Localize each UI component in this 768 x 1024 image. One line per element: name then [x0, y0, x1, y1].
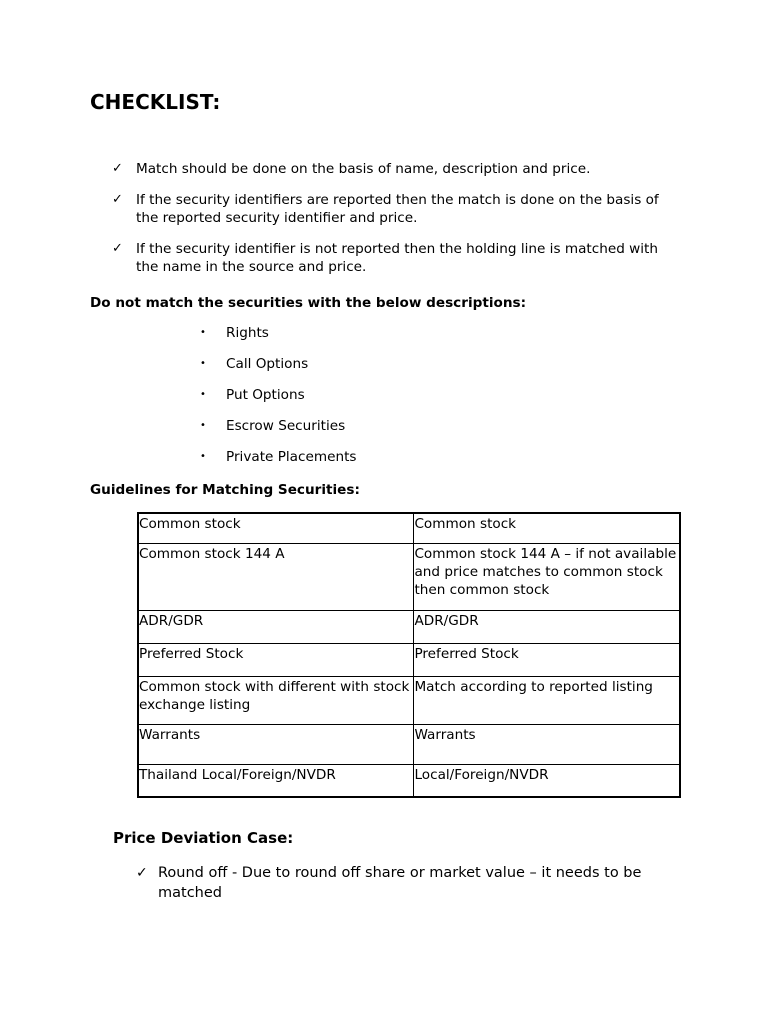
- guidelines-table: [137, 512, 681, 798]
- checklist-item: [112, 160, 682, 179]
- price-deviation-text: Round off - Due to round off share or market value – it needs to be matched: [158, 865, 642, 901]
- do-not-match-list: [200, 324, 357, 479]
- check-mark-icon: ✓: [136, 865, 148, 881]
- price-deviation-list: [136, 863, 696, 903]
- list-item: [200, 324, 357, 355]
- table-cell: Match according to reported listing: [414, 676, 680, 724]
- list-item: [200, 448, 357, 479]
- bullet-dot-icon: •: [200, 327, 206, 338]
- price-deviation-heading: Price Deviation Case:: [113, 829, 294, 847]
- page-title: CHECKLIST:: [90, 90, 221, 114]
- table-row: [138, 643, 680, 676]
- list-item-text: Call Options: [226, 356, 309, 372]
- checklist-item-text: Match should be done on the basis of name, description and price.: [136, 161, 591, 177]
- table-cell: ADR/GDR: [138, 610, 414, 643]
- do-not-match-heading: Do not match the securities with the below descriptions:: [90, 295, 527, 311]
- list-item-text: Private Placements: [226, 449, 357, 465]
- table-cell: Warrants: [414, 724, 680, 764]
- list-item-text: Rights: [226, 325, 269, 341]
- check-mark-icon: ✓: [112, 191, 123, 207]
- price-deviation-item: [136, 863, 696, 903]
- list-item-text: Put Options: [226, 387, 305, 403]
- table-row: [138, 676, 680, 724]
- table-cell: Common stock with different with stock exchange listing: [138, 676, 414, 724]
- list-item: [200, 355, 357, 386]
- bullet-dot-icon: •: [200, 451, 206, 462]
- table-cell: Thailand Local/Foreign/NVDR: [138, 764, 414, 797]
- bullet-dot-icon: •: [200, 389, 206, 400]
- bullet-dot-icon: •: [200, 358, 206, 369]
- table-cell: Warrants: [138, 724, 414, 764]
- list-item: [200, 386, 357, 417]
- table-cell: Preferred Stock: [138, 643, 414, 676]
- table-row: [138, 610, 680, 643]
- table-row: [138, 764, 680, 797]
- table-row: [138, 513, 680, 543]
- list-item: [200, 417, 357, 448]
- guidelines-heading: Guidelines for Matching Securities:: [90, 482, 360, 498]
- table-cell: Common stock: [414, 513, 680, 543]
- table-row: [138, 724, 680, 764]
- table-cell: Preferred Stock: [414, 643, 680, 676]
- list-item-text: Escrow Securities: [226, 418, 346, 434]
- checklist-item: [112, 240, 682, 277]
- checklist-item: [112, 191, 682, 228]
- table-cell: Local/Foreign/NVDR: [414, 764, 680, 797]
- checklist: [112, 160, 682, 289]
- check-mark-icon: ✓: [112, 240, 123, 256]
- table-cell: Common stock: [138, 513, 414, 543]
- bullet-dot-icon: •: [200, 420, 206, 431]
- table-cell: Common stock 144 A – if not available and price matches to common stock then common stock: [414, 543, 680, 610]
- table-cell: ADR/GDR: [414, 610, 680, 643]
- checklist-item-text: If the security identifier is not reported then the holding line is matched with the name in the source and price.: [136, 240, 658, 275]
- checklist-item-text: If the security identifiers are reported then the match is done on the basis of the reported security identifier and price.: [136, 191, 659, 226]
- table-row: [138, 543, 680, 610]
- check-mark-icon: ✓: [112, 161, 123, 176]
- table-cell: Common stock 144 A: [138, 543, 414, 610]
